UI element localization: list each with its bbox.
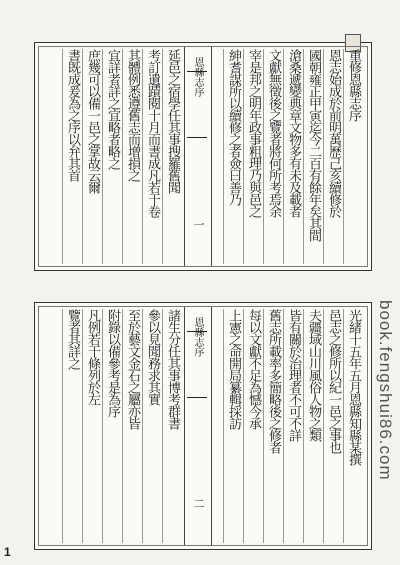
column-rule — [343, 309, 344, 543]
text-column: 光緒十五年五月恩縣知縣某撰 — [346, 309, 361, 465]
block-center-strip — [184, 307, 212, 545]
text-column: 諸生分任其事博考群書 — [165, 309, 180, 429]
lower-page — [34, 302, 372, 550]
volume-title: 恩縣志序 — [192, 57, 203, 97]
text-column: 宜詳者詳之宜略者略之 — [105, 49, 120, 169]
page-number: 二 — [192, 498, 205, 509]
column-rule — [122, 49, 123, 264]
lower-page-frame — [38, 306, 368, 546]
text-column: 上憲之命開局纂輯採訪 — [226, 309, 241, 429]
column-rule — [102, 309, 103, 543]
column-rule — [283, 309, 284, 543]
text-column: 庶幾可以備一邑之掌故云爾 — [85, 49, 100, 193]
corner-mark: 1 — [4, 545, 11, 559]
column-rule — [223, 49, 224, 264]
volume-title: 恩縣志序 — [192, 317, 203, 357]
column-rule — [283, 49, 284, 264]
fishtail-mark — [187, 331, 207, 332]
column-rule — [62, 49, 63, 264]
column-rule — [263, 49, 264, 264]
column-rule — [122, 309, 123, 543]
text-column: 重修恩縣志序 — [346, 49, 361, 121]
text-column: 文獻無徵後之覽者將何所考焉余 — [266, 49, 281, 217]
text-column: 其體例悉遵舊志而增損之 — [125, 49, 140, 181]
text-column: 參以見聞務求其實 — [145, 309, 160, 405]
column-rule — [162, 309, 163, 543]
text-column: 書既成爰為之序以弁其首 — [65, 49, 80, 181]
column-rule — [142, 309, 143, 543]
column-rule — [243, 309, 244, 543]
text-column: 宰是邦之明年政事粗理乃與邑之 — [246, 49, 261, 217]
text-column: 舊志所載率多簡略後之修者 — [266, 309, 281, 453]
upper-page — [34, 42, 372, 271]
column-rule — [62, 309, 63, 543]
text-column: 邑志之修所以紀一邑之事也 — [326, 309, 341, 453]
column-rule — [162, 49, 163, 264]
text-column: 國朝雍正甲寅迄今二百有餘年矣其間 — [306, 49, 321, 241]
text-column: 延邑之宿學任其事搜羅舊聞 — [165, 49, 180, 193]
column-rule — [323, 309, 324, 543]
fishtail-mark — [187, 71, 207, 72]
column-rule — [303, 309, 304, 543]
upper-page-frame — [38, 46, 368, 267]
column-rule — [303, 49, 304, 264]
text-column: 恩志始成於前明萬歷己亥續修於 — [326, 49, 341, 217]
column-rule — [142, 49, 143, 264]
text-column: 夫疆域山川風俗人物之類 — [306, 309, 321, 441]
text-column: 至於藝文金石之屬亦皆 — [125, 309, 140, 429]
fishtail-mark — [187, 137, 207, 138]
column-rule — [223, 309, 224, 543]
text-column: 凡例若干條列於左 — [85, 309, 100, 405]
column-rule — [243, 49, 244, 264]
text-column: 每以文獻不足為憾今承 — [246, 309, 261, 429]
block-center-strip — [184, 47, 212, 266]
text-column: 皆有關於治理者不可不詳 — [286, 309, 301, 441]
column-rule — [263, 309, 264, 543]
text-column: 紳耆謀所以續修之者僉曰善乃 — [226, 49, 241, 205]
fishtail-mark — [187, 397, 207, 398]
text-column: 附錄以備參考是為序 — [105, 309, 120, 417]
text-column: 考訂遺蹟閱十月而書成凡若干卷 — [145, 49, 160, 217]
column-rule — [82, 49, 83, 264]
page-number: 一 — [192, 219, 205, 230]
column-rule — [82, 309, 83, 543]
watermark: book.fengshui86.com — [376, 300, 395, 481]
text-column: 滄桑遞變典章文物多有未及載者 — [286, 49, 301, 217]
column-rule — [323, 49, 324, 264]
column-rule — [102, 49, 103, 264]
text-column: 覽者其詳之 — [65, 309, 80, 369]
column-rule — [343, 49, 344, 264]
